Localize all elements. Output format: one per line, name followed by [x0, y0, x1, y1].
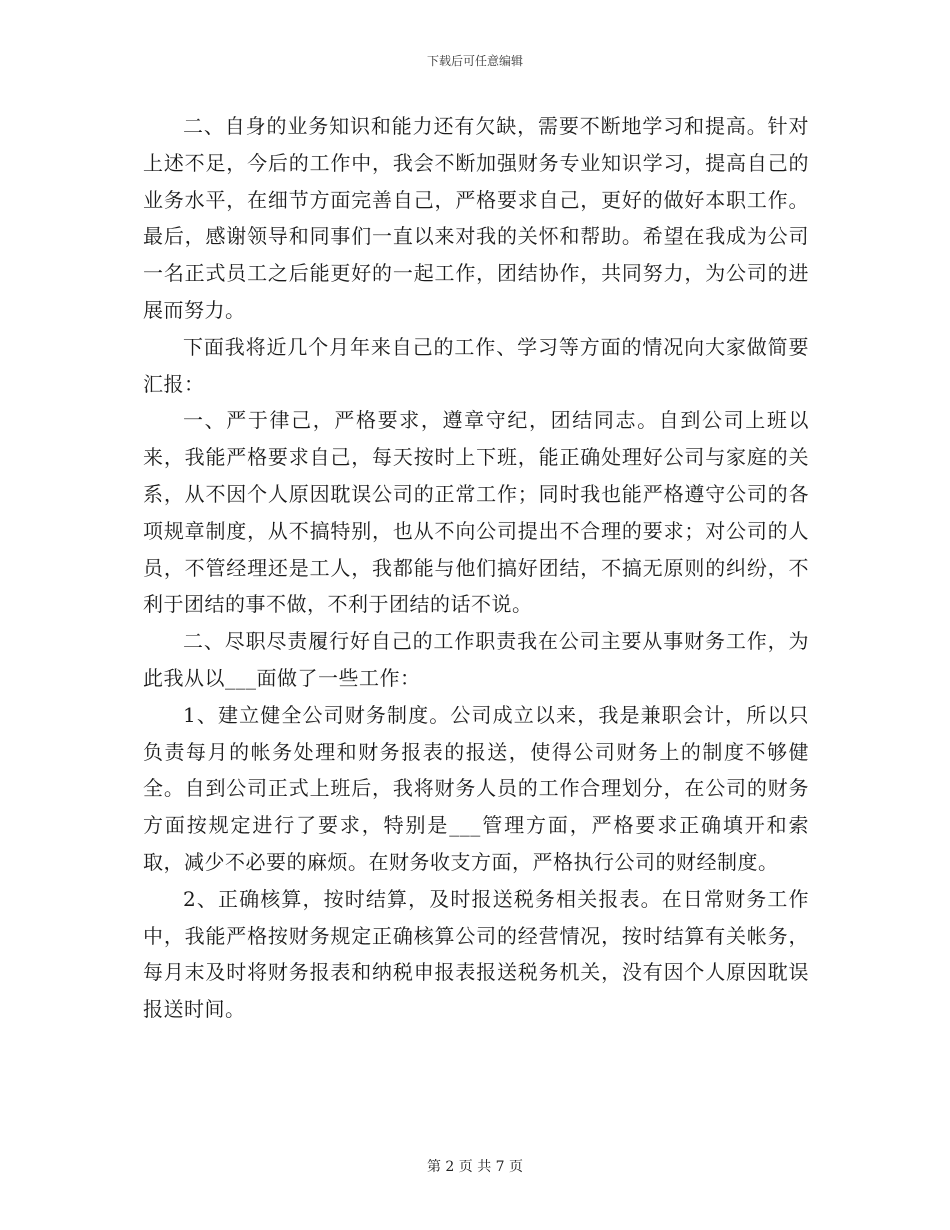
paragraph-self-improvement: 二、自身的业务知识和能力还有欠缺，需要不断地学习和提高。针对上述不足，今后的工作中，我会不断加强财务专业知识学习，提高自己的业务水平，在细节方面完善自己，严格要求自己，更好的做好本职工作。最后，感谢领导和同事们一直以来对我的关怀和帮助。希望在我成为公司一名正式员工之后能更好的一起工作，团结协作，共同努力，为公司的进展而努力。: [143, 114, 809, 322]
paragraph-report-intro: 下面我将近几个月年来自己的工作、学习等方面的情况向大家做简要汇报：: [143, 334, 809, 396]
document-body: [143, 108, 809, 1028]
paragraph-accounting: 2、正确核算，按时结算，及时报送税务相关报表。在日常财务工作中，我能严格按财务规定正确核算公司的经营情况，按时结算有关帐务，每月末及时将财务报表和纳税申报表报送税务机关，没有因个人原因耽误报送时间。: [143, 886, 809, 1022]
paragraph-discipline: 一、严于律己，严格要求，遵章守纪，团结同志。自到公司上班以来，我能严格要求自己，每天按时上下班，能正确处理好公司与家庭的关系，从不因个人原因耽误公司的正常工作；同时我也能严格遵守公司的各项规章制度，从不搞特别，也从不向公司提出不合理的要求；对公司的人员，不管经理还是工人，我都能与他们搞好团结，不搞无原则的纠纷，不利于团结的事不做，不利于团结的话不说。: [143, 408, 809, 617]
paragraph-duties: 二、尽职尽责履行好自己的工作职责我在公司主要从事财务工作，为此我从以___面做了一些工作：: [143, 629, 809, 690]
paragraph-finance-system: 1、建立健全公司财务制度。公司成立以来，我是兼职会计，所以只负责每月的帐务处理和财务报表的报送，使得公司财务上的制度不够健全。自到公司正式上班后，我将财务人员的工作合理划分，在公司的财务方面按规定进行了要求，特别是___管理方面，严格要求正确填开和索取，减少不必要的麻烦。在财务收支方面，严格执行公司的财经制度。: [143, 702, 809, 874]
page-number: 第 2 页 共 7 页: [426, 1159, 524, 1175]
header-note: 下载后可任意编辑: [426, 54, 523, 68]
